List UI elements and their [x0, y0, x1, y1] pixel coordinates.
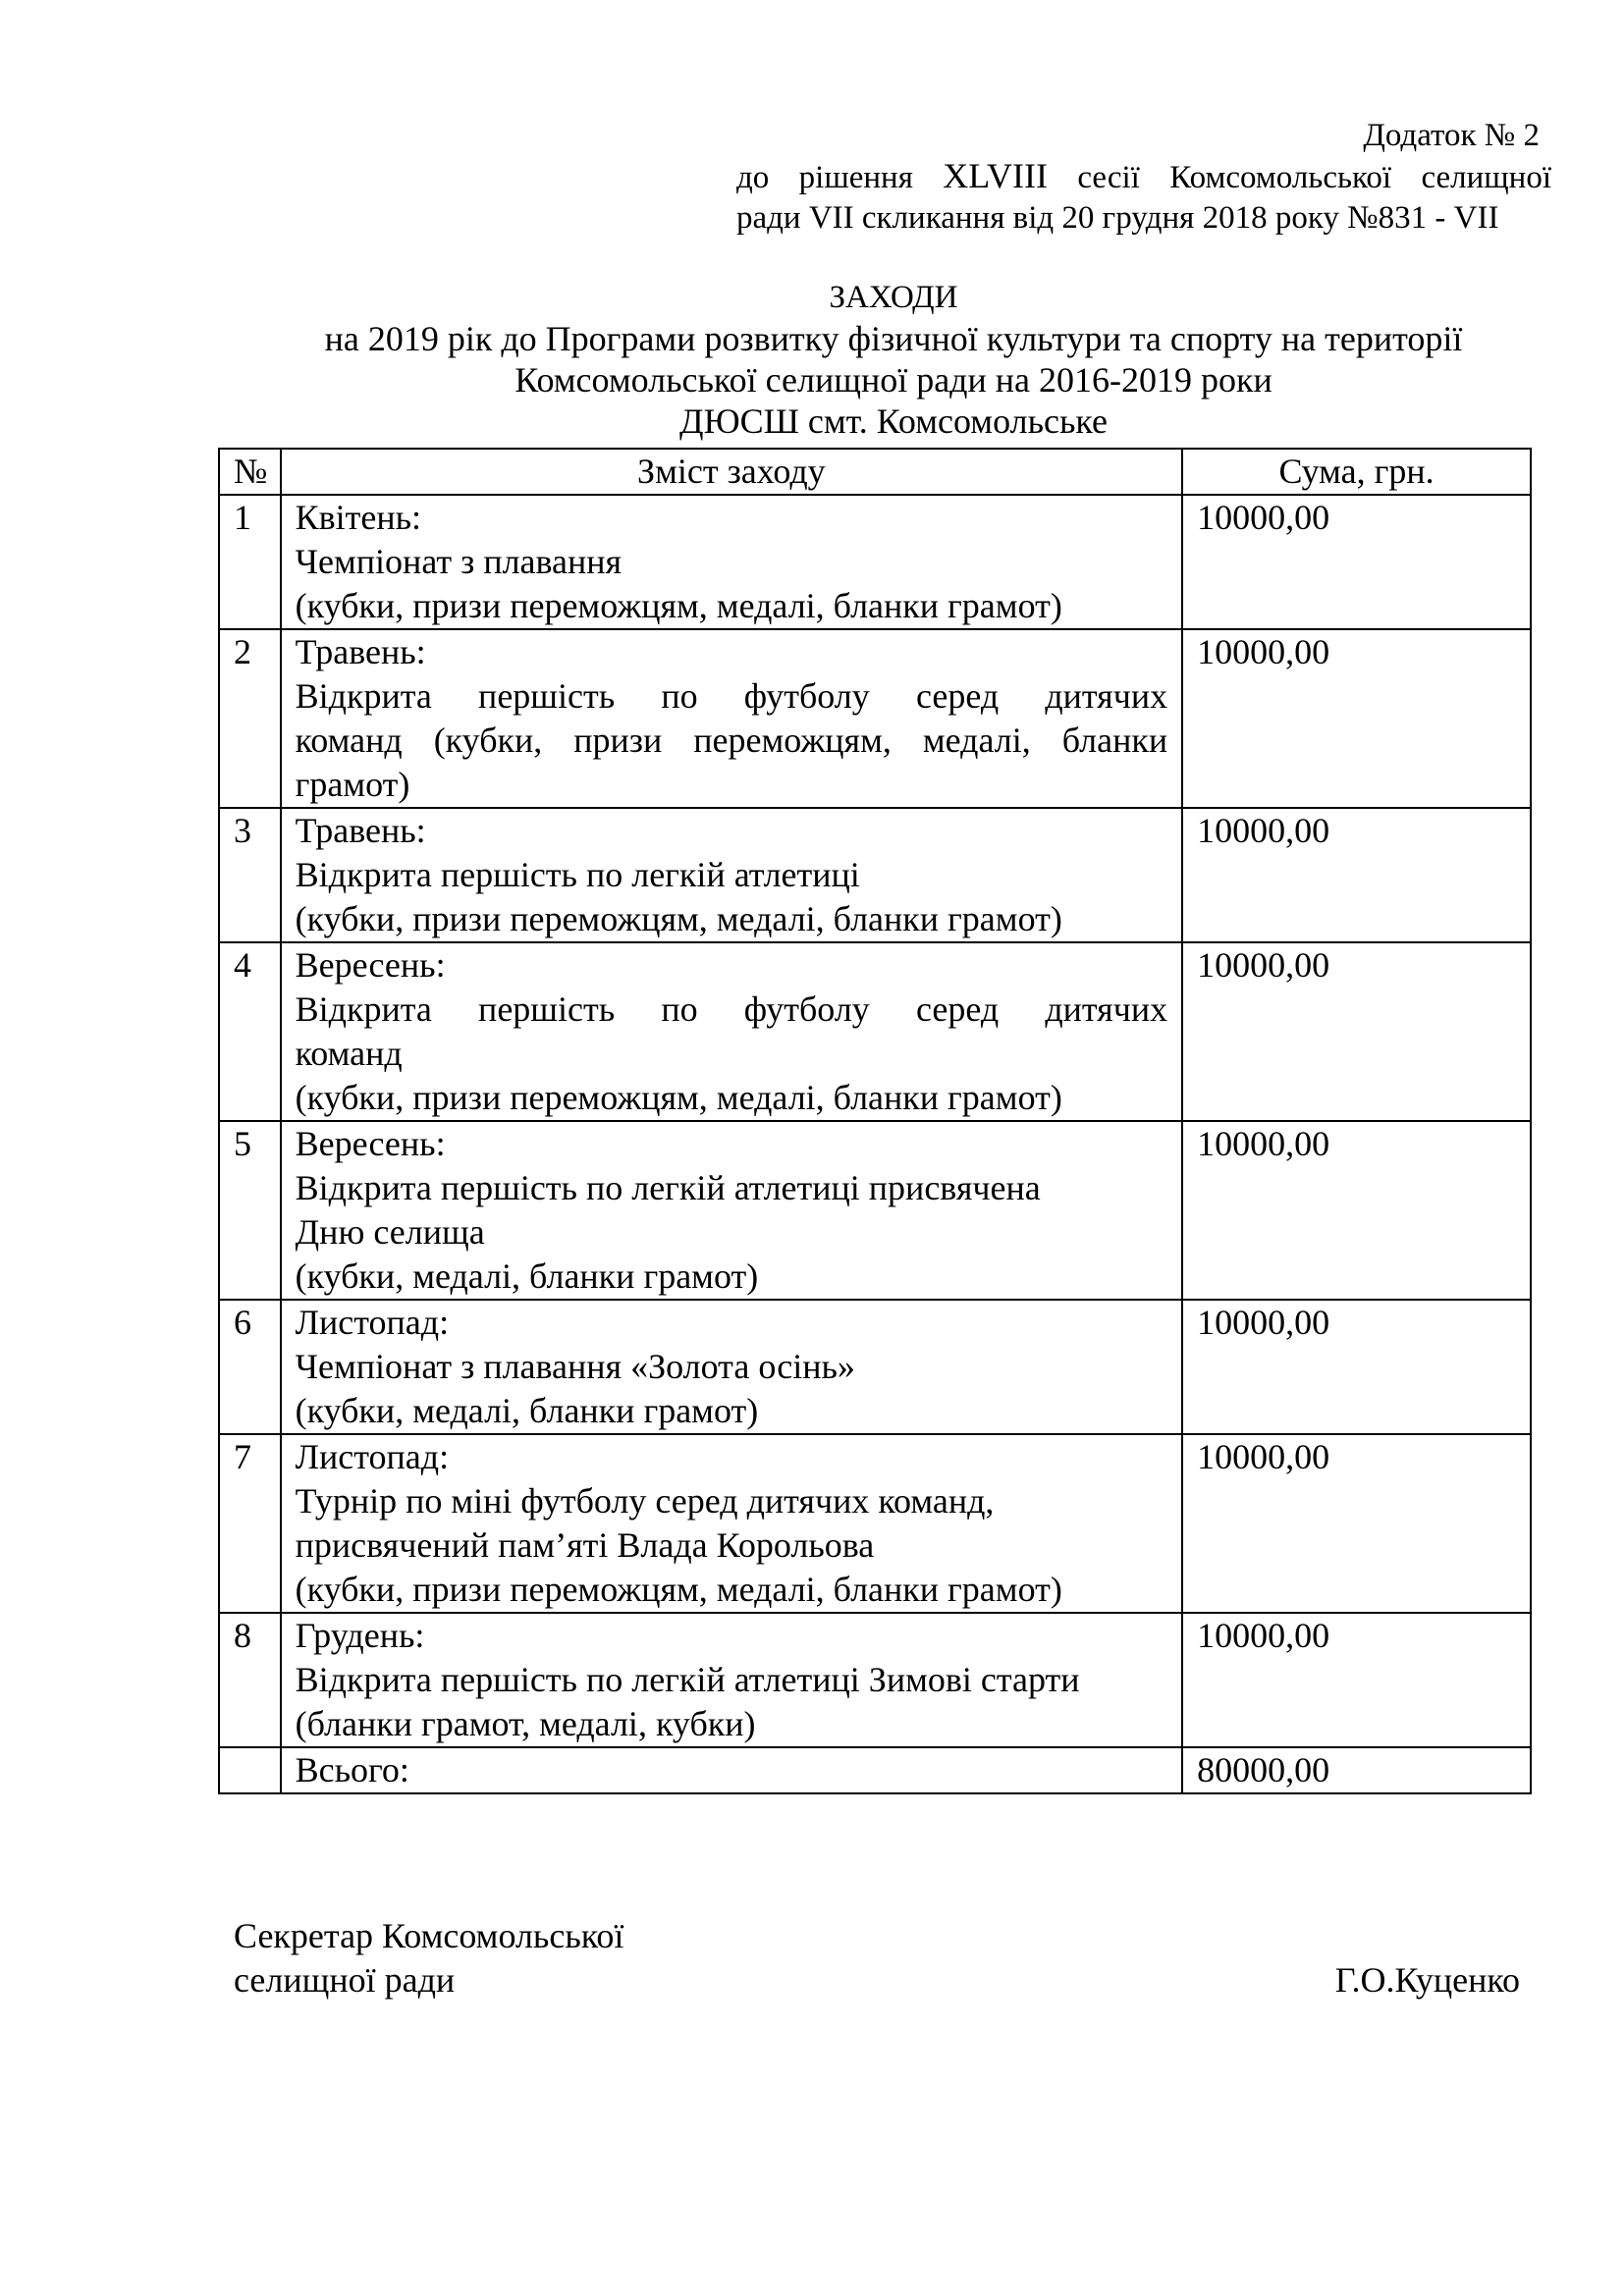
- row-description: [281, 495, 1183, 629]
- row-number: 3: [219, 808, 281, 942]
- row-sum: 10000,00: [1182, 1121, 1531, 1300]
- signature-position-line-1: Секретар Комсомольської: [234, 1916, 624, 1955]
- row-number: 8: [219, 1613, 281, 1747]
- row-description-line: присвячений пам’яті Влада Корольова: [295, 1525, 875, 1565]
- row-sum: 10000,00: [1182, 1434, 1531, 1613]
- title-line-2: на 2019 рік до Програми розвитку фізичної культури та спорту на території: [324, 319, 1463, 358]
- row-month: Листопад:: [295, 1303, 450, 1342]
- row-description-line: Чемпіонат з плавання: [295, 542, 623, 581]
- annex-header: [736, 116, 1551, 239]
- title-line-1: ЗАХОДИ: [829, 280, 958, 315]
- row-sum: 10000,00: [1182, 1300, 1531, 1434]
- table-row: [219, 808, 1531, 942]
- measures-table: [218, 448, 1532, 1794]
- row-description-line: Дню селища: [295, 1212, 485, 1252]
- table-row: [219, 942, 1531, 1121]
- row-number: 7: [219, 1434, 281, 1613]
- row-description: [281, 1613, 1183, 1747]
- row-sum: 10000,00: [1182, 942, 1531, 1121]
- row-description-line: (кубки, призи переможцям, медалі, бланки грамот): [295, 586, 1062, 625]
- row-sum: 10000,00: [1182, 808, 1531, 942]
- row-description-line: Відкрита першість по футболу серед дитячих: [295, 989, 1168, 1029]
- annex-decision-pre: до рішення: [736, 160, 913, 195]
- annex-council-line: ради VII скликання від 20 грудня 2018 року №831 - VII: [736, 200, 1499, 236]
- row-description-line: Відкрита першість по футболу серед дитячих: [295, 676, 1168, 716]
- table-row: [219, 1434, 1531, 1613]
- row-sum: 10000,00: [1182, 495, 1531, 629]
- total-row: [219, 1747, 1531, 1793]
- signature-position-line-2: селищної ради: [234, 1960, 456, 2000]
- row-description: [281, 1300, 1183, 1434]
- row-description-line: Відкрита першість по легкій атлетиці Зимові старти: [295, 1660, 1080, 1699]
- row-description-line: Чемпіонат з плавання «Золота осінь»: [295, 1347, 855, 1386]
- row-description: [281, 808, 1183, 942]
- row-description: [281, 629, 1183, 808]
- row-month: Вересень:: [295, 1124, 446, 1163]
- table-row: [219, 629, 1531, 808]
- row-number: 1: [219, 495, 281, 629]
- row-sum: 10000,00: [1182, 1613, 1531, 1747]
- header-number: №: [219, 449, 281, 495]
- row-number: 6: [219, 1300, 281, 1434]
- annex-session-number: XLVIII: [943, 156, 1048, 195]
- signature-name: Г.О.Куценко: [1334, 1960, 1520, 2000]
- row-description: [281, 1121, 1183, 1300]
- annex-number: Додаток № 2: [1363, 118, 1540, 153]
- row-description-line: Турнір по міні футболу серед дитячих команд,: [295, 1481, 995, 1521]
- annex-decision-post: сесії Комсомольської селищної: [1077, 160, 1552, 195]
- table-row: [219, 495, 1531, 629]
- row-description-line: Відкрита першість по легкій атлетиці присвячена: [295, 1168, 1041, 1207]
- table-header-row: [219, 449, 1531, 495]
- row-description-line: Відкрита першість по легкій атлетиці: [295, 855, 860, 894]
- row-month: Грудень:: [295, 1616, 425, 1655]
- row-month: Квітень:: [295, 498, 422, 537]
- title-line-3: Комсомольської селищної ради на 2016-2019 роки: [514, 360, 1272, 400]
- header-description: Зміст заходу: [281, 449, 1183, 495]
- total-sum: 80000,00: [1182, 1747, 1531, 1793]
- row-number: 5: [219, 1121, 281, 1300]
- annex-decision-line: [736, 156, 1551, 198]
- row-description-line: грамот): [295, 765, 410, 804]
- row-month: Вересень:: [295, 945, 446, 985]
- row-number: 2: [219, 629, 281, 808]
- row-sum: 10000,00: [1182, 629, 1531, 808]
- total-label: Всього:: [281, 1747, 1183, 1793]
- row-description-line: команд (кубки, призи переможцям, медалі, бланки: [295, 721, 1168, 760]
- row-number: 4: [219, 942, 281, 1121]
- table-row: [219, 1121, 1531, 1300]
- row-month: Листопад:: [295, 1437, 450, 1476]
- row-description-line: (кубки, призи переможцям, медалі, бланки грамот): [295, 1078, 1062, 1117]
- table-row: [219, 1300, 1531, 1434]
- table-body: [219, 495, 1531, 1747]
- row-description-line: команд: [295, 1034, 403, 1073]
- row-description-line: (бланки грамот, медалі, кубки): [295, 1704, 756, 1743]
- row-description-line: (кубки, медалі, бланки грамот): [295, 1391, 759, 1430]
- title-line-4: ДЮСШ смт. Комсомольське: [679, 401, 1108, 441]
- document-title: [147, 277, 1624, 442]
- row-description-line: (кубки, медалі, бланки грамот): [295, 1256, 759, 1296]
- row-description: [281, 942, 1183, 1121]
- header-sum: Сума, грн.: [1182, 449, 1531, 495]
- row-description-line: (кубки, призи переможцям, медалі, бланки грамот): [295, 1570, 1062, 1609]
- total-empty-cell: [219, 1747, 281, 1793]
- row-month: Травень:: [295, 632, 426, 671]
- row-month: Травень:: [295, 811, 426, 850]
- row-description: [281, 1434, 1183, 1613]
- table-row: [219, 1613, 1531, 1747]
- row-description-line: (кубки, призи переможцям, медалі, бланки грамот): [295, 899, 1062, 938]
- signature-block: [234, 1914, 1520, 2002]
